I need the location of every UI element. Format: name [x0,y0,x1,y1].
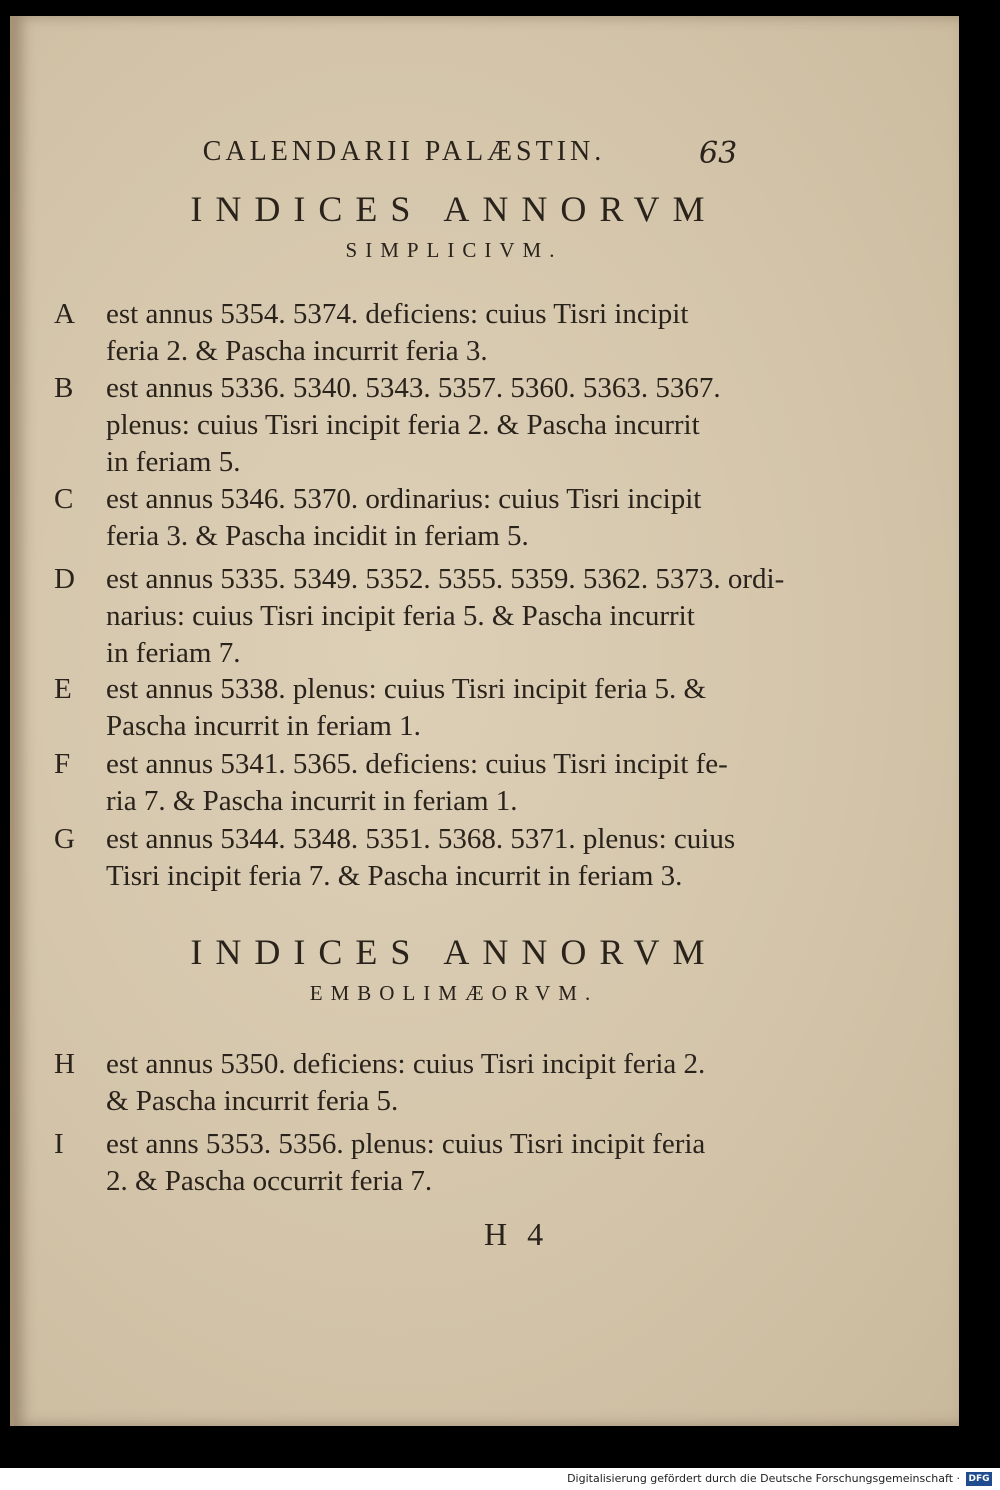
entry-line: in feriam 7. [106,637,241,669]
entry-line: & Pascha incurrit feria 5. [106,1085,399,1117]
entry-line: plenus: cuius Tisri incipit feria 2. & Pascha incurrit [106,409,700,441]
entry-line: Pascha incurrit in feriam 1. [106,710,421,742]
entry-line: est annus 5336. 5340. 5343. 5357. 5360. 5363. 5367. [106,372,721,404]
section-heading-embolismic [54,931,854,1006]
entry-line: in feriam 5. [106,446,241,478]
entry-H [54,1046,774,1120]
entry-letter: C [54,483,74,515]
entry-line: feria 2. & Pascha incurrit feria 3. [106,335,488,367]
entry-C [54,481,774,555]
entry-line: est annus 5350. deficiens: cuius Tisri incipit feria 2. [106,1048,706,1080]
entry-letter: D [54,563,75,595]
entry-letter: A [54,298,75,330]
entry-line: est annus 5346. 5370. ordinarius: cuius Tisri incipit [106,483,702,515]
entry-line: est annus 5344. 5348. 5351. 5368. 5371. plenus: cuius [106,823,736,855]
entry-letter: G [54,823,75,855]
entry-line: est annus 5341. 5365. deficiens: cuius Tisri incipit fe- [106,748,728,780]
dfg-logo: DFG [966,1472,992,1486]
heading-sub: SIMPLICIVM. [345,238,563,262]
entry-line: narius: cuius Tisri incipit feria 5. & Pascha incurrit [106,600,695,632]
entry-letter: H [54,1048,75,1080]
entry-letter: F [54,748,71,780]
funding-note: Digitalisierung gefördert durch die Deutsche Forschungsgemeinschaft · [567,1472,960,1485]
entry-line: 2. & Pascha occurrit feria 7. [106,1165,433,1197]
heading-main: INDICES ANNORVM [190,189,718,229]
entry-line: est annus 5335. 5349. 5352. 5355. 5359. 5362. 5373. ordi- [106,563,785,595]
entry-A [54,296,774,370]
entry-letter: I [54,1128,64,1160]
entry-F [54,746,774,820]
entry-line: est annus 5338. plenus: cuius Tisri incipit feria 5. & [106,673,707,705]
book-page [10,16,959,1426]
running-head: CALENDARII PALÆSTIN. [202,136,606,167]
entry-line: ria 7. & Pascha incurrit in feriam 1. [106,785,518,817]
heading-sub: EMBOLIMÆORVM. [309,981,599,1005]
entry-letter: E [54,673,72,705]
entry-line: feria 3. & Pascha incidit in feriam 5. [106,520,529,552]
entry-G [54,821,774,895]
entry-line: est anns 5353. 5356. plenus: cuius Tisri incipit feria [106,1128,706,1160]
entry-E [54,671,774,745]
footer-bar [0,1468,1000,1490]
entry-B [54,370,774,481]
entry-letter: B [54,372,74,404]
section-heading-simple [54,188,854,263]
entry-I [54,1126,774,1200]
entry-D [54,561,785,672]
entry-line: Tisri incipit feria 7. & Pascha incurrit in feriam 3. [106,860,683,892]
folio-number: 63 [699,136,738,171]
entry-line: est annus 5354. 5374. deficiens: cuius Tisri incipit [106,298,689,330]
signature-mark: H 4 [484,1216,550,1252]
heading-main: INDICES ANNORVM [190,932,718,972]
